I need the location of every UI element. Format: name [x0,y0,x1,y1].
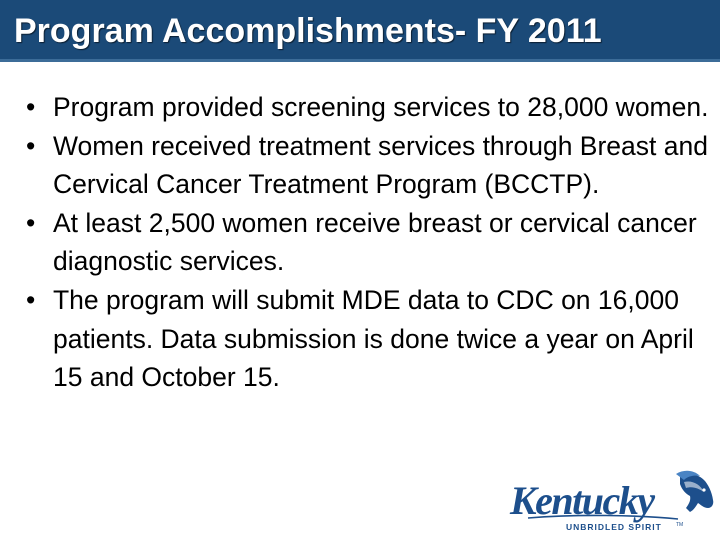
bullet-text: The program will submit MDE data to CDC on 16,000 patients. Data submission is done twice a year on April 15 and October 15. [53,284,694,393]
bullet-list [26,88,716,397]
bullet-marker: • [26,130,36,161]
logo-wordmark: Kentucky [510,478,654,523]
bullet-text: Program provided screening services to 28,000 women. [53,92,709,122]
bullet-marker: • [26,284,36,315]
bullet-item [26,204,716,281]
bullet-marker: • [26,92,36,122]
kentucky-logo [508,470,718,534]
horse-icon [676,471,713,512]
logo-tagline: UNBRIDLED SPIRIT [566,522,662,532]
bullet-text: At least 2,500 women receive breast or cervical cancer diagnostic services. [53,207,697,277]
slide-title: Program Accomplishments- FY 2011 [14,12,602,50]
title-bar [0,0,720,62]
bullet-item [26,127,716,204]
bullet-text: Women received treatment services through Breast and Cervical Cancer Treatment Program (BCCTP). [53,130,708,200]
bullet-item [26,281,716,397]
logo-trademark: TM [676,522,684,528]
bullet-marker: • [26,207,36,238]
bullet-item [26,88,716,127]
